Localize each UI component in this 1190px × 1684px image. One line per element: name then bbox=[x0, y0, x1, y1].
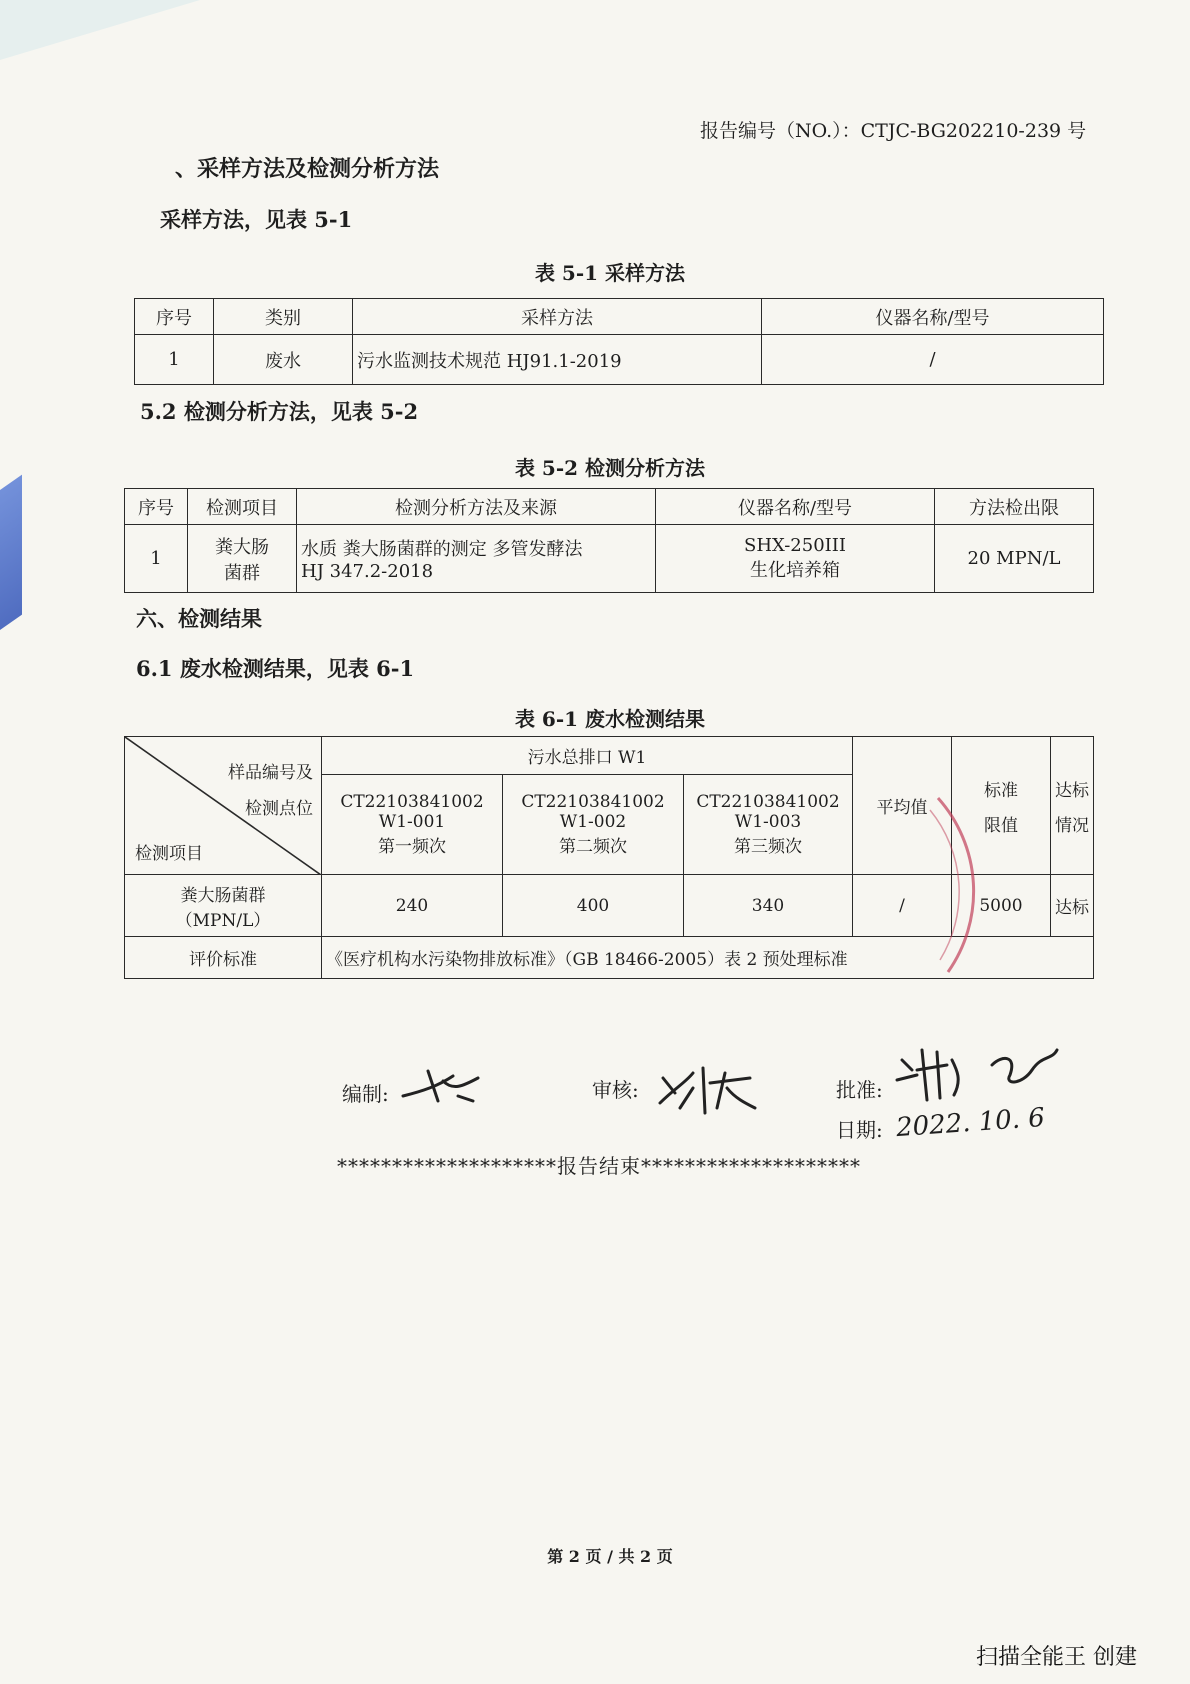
approved-by-label: 批准: bbox=[836, 1078, 883, 1102]
t52-cell-no: 1 bbox=[125, 525, 188, 593]
t61-result: 达标 bbox=[1051, 875, 1094, 937]
t52-header-method: 检测分析方法及来源 bbox=[297, 489, 656, 525]
result-header-line1: 达标 bbox=[1055, 780, 1089, 801]
section-5-title: 、采样方法及检测分析方法 bbox=[175, 156, 440, 182]
t61-item bbox=[125, 875, 322, 937]
table-5-1-caption: 表 5-1 采样方法 bbox=[534, 261, 686, 285]
t61-value-1: 240 bbox=[322, 875, 503, 937]
date-handwritten: 2022. 10. 6 bbox=[895, 1102, 1046, 1144]
section-5-1-title: 采样方法，见表 5-1 bbox=[160, 207, 353, 232]
std-header-line1: 标准 bbox=[984, 780, 1018, 801]
table-5-2-caption: 表 5-2 检测分析方法 bbox=[514, 456, 706, 480]
t52-instrument-line2: 生化培养箱 bbox=[750, 560, 840, 581]
diag-top-label bbox=[228, 755, 313, 827]
t52-header-item: 检测项目 bbox=[188, 489, 297, 525]
t52-instrument-line1: SHX-250III bbox=[744, 535, 846, 556]
t52-item-line1: 粪大肠 bbox=[215, 536, 269, 558]
std-header-line2: 限值 bbox=[984, 815, 1018, 836]
reviewed-by-label: 审核: bbox=[592, 1078, 639, 1102]
t51-cell-type: 废水 bbox=[214, 335, 353, 385]
table-5-2 bbox=[124, 488, 1094, 593]
t51-cell-no: 1 bbox=[135, 335, 214, 385]
compiled-by-label: 编制: bbox=[342, 1082, 389, 1106]
sample-1-sub: W1-001 bbox=[378, 812, 446, 832]
t61-sample-2 bbox=[503, 775, 684, 875]
scanner-watermark: 扫描全能王 创建 bbox=[976, 1645, 1137, 1670]
t61-std: 5000 bbox=[952, 875, 1051, 937]
t52-method-line2: HJ 347.2-2018 bbox=[301, 561, 434, 582]
t52-method-line1: 水质 粪大肠菌群的测定 多管发酵法 bbox=[301, 539, 583, 560]
t61-result-header bbox=[1051, 737, 1094, 875]
approved-by-signature bbox=[892, 1040, 1062, 1110]
t51-cell-method: 污水监测技术规范 HJ91.1-2019 bbox=[353, 335, 762, 385]
t61-avg-header: 平均值 bbox=[853, 737, 952, 875]
t51-header-no: 序号 bbox=[135, 299, 214, 335]
section-6-title: 六、检测结果 bbox=[136, 606, 262, 631]
t52-header-no: 序号 bbox=[125, 489, 188, 525]
section-5-2-title: 5.2 检测分析方法，见表 5-2 bbox=[140, 399, 419, 424]
report-end-line: ********************报告结束******************** bbox=[337, 1154, 861, 1178]
reviewed-by-signature bbox=[655, 1058, 765, 1120]
date-label: 日期: bbox=[836, 1118, 883, 1142]
sample-2-freq: 第二频次 bbox=[559, 837, 627, 857]
t51-header-instrument: 仪器名称/型号 bbox=[762, 299, 1104, 335]
sample-3-id: CT22103841002 bbox=[696, 792, 840, 812]
t61-sample-3 bbox=[684, 775, 853, 875]
t61-avg: / bbox=[853, 875, 952, 937]
sample-2-id: CT22103841002 bbox=[521, 792, 665, 812]
t61-eval-text: 《医疗机构水污染物排放标准》（GB 18466-2005）表 2 预处理标准 bbox=[322, 937, 1094, 979]
t51-cell-instrument: / bbox=[762, 335, 1104, 385]
section-6-1-title: 6.1 废水检测结果，见表 6-1 bbox=[136, 656, 415, 681]
t52-cell-method bbox=[297, 525, 656, 593]
sample-3-sub: W1-003 bbox=[734, 812, 802, 832]
company-seal-stamp bbox=[928, 790, 1018, 980]
t61-value-2: 400 bbox=[503, 875, 684, 937]
t61-eval-label: 评价标准 bbox=[125, 937, 322, 979]
item-line2: （MPN/L） bbox=[175, 910, 271, 931]
sample-1-freq: 第一频次 bbox=[378, 837, 446, 857]
t52-cell-instrument bbox=[656, 525, 935, 593]
item-line1: 粪大肠菌群 bbox=[180, 885, 266, 906]
diag-top-line2: 检测点位 bbox=[245, 799, 313, 819]
sample-1-id: CT22103841002 bbox=[340, 792, 484, 812]
t52-cell-limit: 20 MPN/L bbox=[935, 525, 1094, 593]
t61-sample-1 bbox=[322, 775, 503, 875]
sample-2-sub: W1-002 bbox=[559, 812, 627, 832]
page-fold bbox=[0, 0, 200, 60]
page-number: 第 2 页 / 共 2 页 bbox=[547, 1547, 673, 1566]
t61-location: 污水总排口 W1 bbox=[322, 737, 853, 775]
t52-header-limit: 方法检出限 bbox=[935, 489, 1094, 525]
table-6-1-caption: 表 6-1 废水检测结果 bbox=[514, 707, 706, 731]
t61-diagonal-header bbox=[125, 737, 322, 875]
t52-cell-item bbox=[188, 525, 297, 593]
blue-folder-edge bbox=[0, 475, 22, 630]
report-number: 报告编号（NO.）：CTJC-BG202210-239 号 bbox=[700, 120, 1087, 142]
result-header-line2: 情况 bbox=[1055, 815, 1089, 836]
t51-header-method: 采样方法 bbox=[353, 299, 762, 335]
sample-3-freq: 第三频次 bbox=[734, 837, 802, 857]
t52-header-instrument: 仪器名称/型号 bbox=[656, 489, 935, 525]
t52-item-line2: 菌群 bbox=[224, 562, 260, 584]
t61-value-3: 340 bbox=[684, 875, 853, 937]
t51-header-type: 类别 bbox=[214, 299, 353, 335]
compiled-by-signature bbox=[398, 1056, 488, 1116]
diag-top-line1: 样品编号及 bbox=[228, 763, 313, 783]
diag-bottom-label: 检测项目 bbox=[135, 844, 203, 864]
table-5-1 bbox=[134, 298, 1104, 385]
